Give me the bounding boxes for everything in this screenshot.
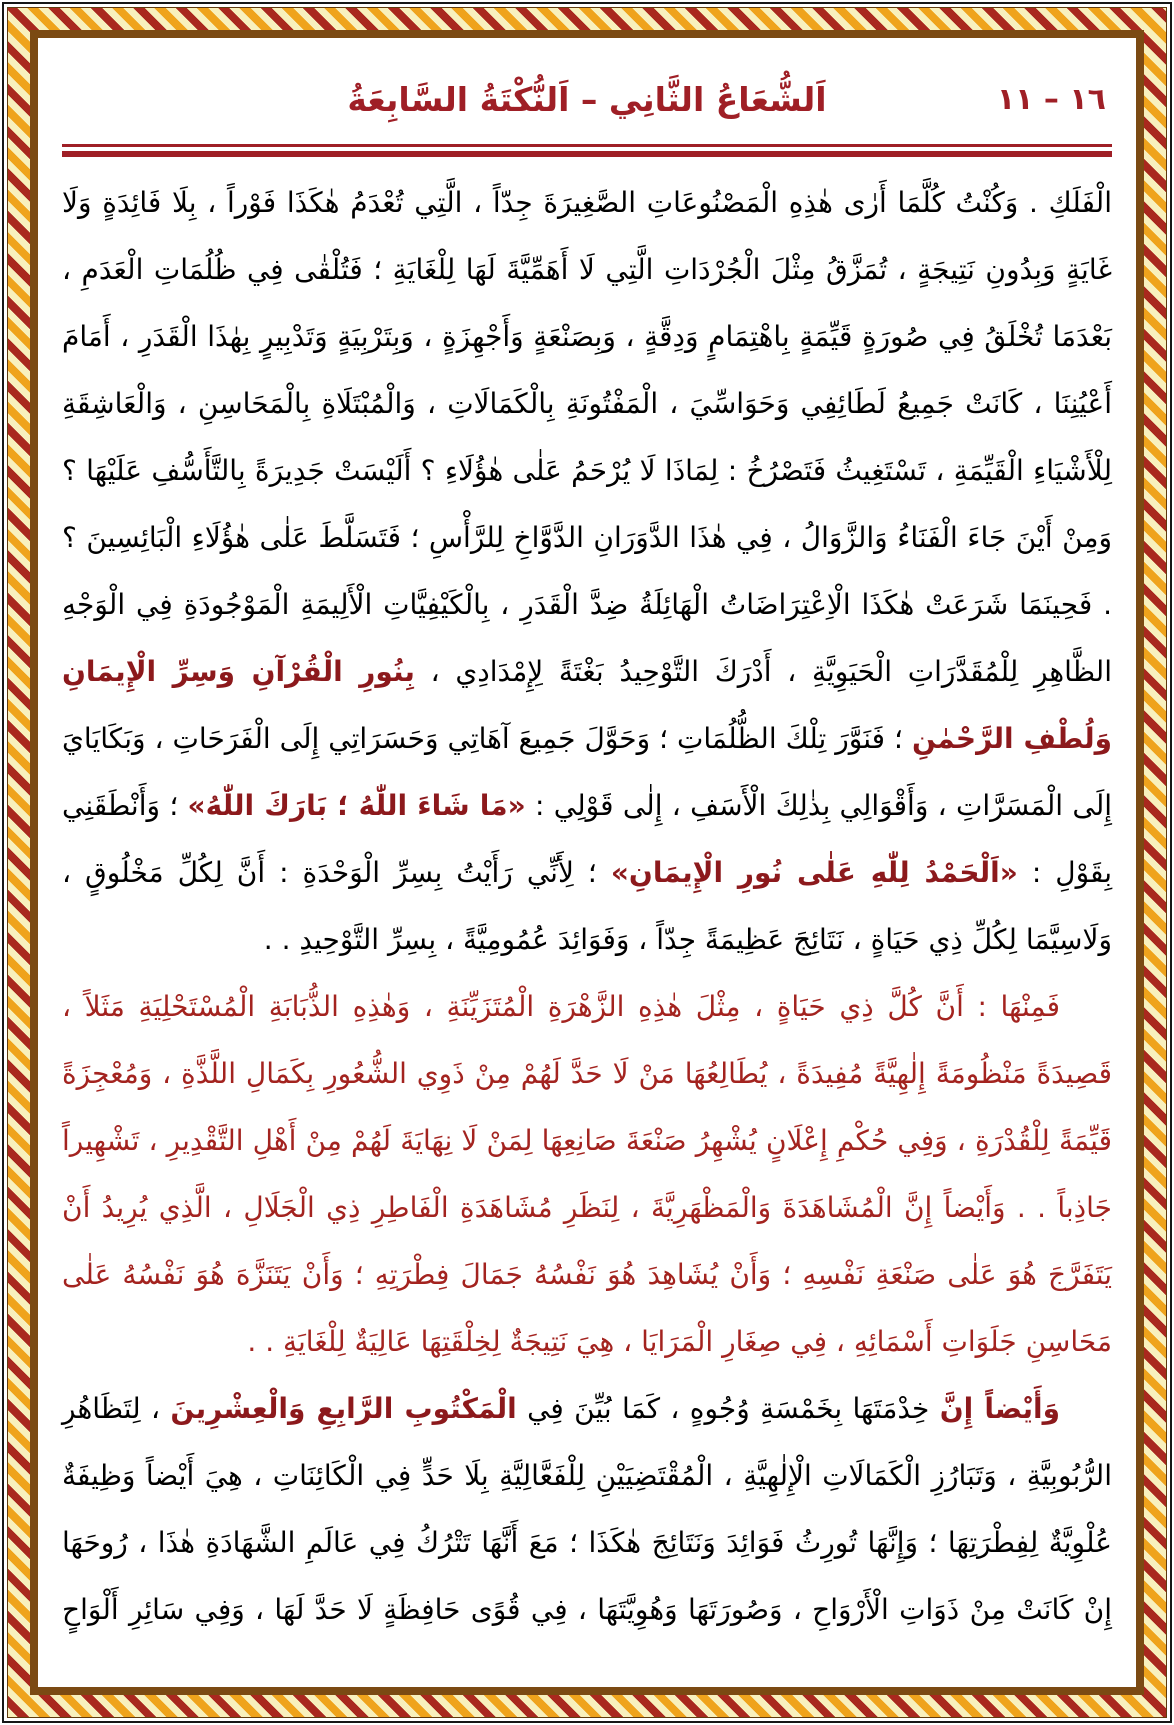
outer-frame: [2, 2, 1172, 1723]
page-header: [62, 70, 1112, 140]
page-title: اَلشُّعَاعُ الثَّانِي – اَلنُّكْتَةُ السَّابِعَةُ: [347, 80, 827, 119]
header-divider: [62, 144, 1112, 157]
highlighted-text-segment: «اَلْحَمْدُ لِلّٰهِ عَلٰى نُورِ الْإِيمَانِ»: [610, 856, 1018, 889]
page-content: [30, 30, 1144, 1695]
ornamental-border: [7, 7, 1167, 1718]
text-segment: ؛ لِأَنِّي رَأَيْتُ بِسِرِّ الْوَحْدَةِ : أَنَّ لِكُلِّ مَخْلُوقٍ ، وَلَاسِيَّمَا لِكُلِّ ذِي حَيَاةٍ ، نَتَائِجَ عَظِيمَةً جِدّاً ، وَفَوَائِدَ عُمُومِيَّةً ، بِسِرِّ التَّوْحِيدِ . .: [62, 856, 1112, 956]
text-segment: خِدْمَتَهَا بِخَمْسَةِ وُجُوهٍ ، كَمَا بُيِّنَ فِي: [516, 1392, 940, 1425]
highlighted-text-segment: وَأَيْضاً إِنَّ: [939, 1392, 1060, 1425]
paragraph: [62, 973, 1112, 1375]
text-segment: الْفَلَكِ . وَكُنْتُ كُلَّمَا أَرٰى هٰذِهِ الْمَصْنُوعَاتِ الصَّغِيرَةَ جِدّاً ، الَّتِي تُعْدَمُ هٰكَذَا فَوْراً ، بِلَا فَائِدَةٍ وَلَا غَايَةٍ وَبِدُونِ نَتِيجَةٍ ، تُمَزَّقُ مِثْلَ الْجُرْدَاتِ الَّتِي لَا أَهَمِّيَّةَ لَهَا لِلْغَايَةِ ؛ فَتُلْقٰى فِي ظُلُمَاتِ الْعَدَمِ ، بَعْدَمَا تُخْلَقُ فِي صُورَةٍ قَيِّمَةٍ بِاهْتِمَامٍ وَدِقَّةٍ ، وَبِصَنْعَةٍ وَأَجْهِزَةٍ ، وَبِتَرْبِيَةٍ وَتَدْبِيرٍ بِهٰذَا الْقَدَرِ ، أَمَامَ أَعْيُنِنَا ، كَانَتْ جَمِيعُ لَطَائِفِي وَحَوَاسِّيَ ، الْمَفْتُونَةِ بِالْكَمَالَاتِ ، وَالْمُبْتَلَاةِ بِالْمَحَاسِنِ ، وَالْعَاشِقَةِ لِلْأَشْيَاءِ الْقَيِّمَةِ ، تَسْتَغِيثُ فَتَصْرُخُ : لِمَاذَا لَا يُرْحَمُ عَلٰى هٰؤُلَاءِ ؟ أَلَيْسَتْ جَدِيرَةً بِالتَّأَسُّفِ عَلَيْهَا ؟ وَمِنْ أَيْنَ جَاءَ الْفَنَاءُ وَالزَّوَالُ ، فِي هٰذَا الدَّوَرَانِ الدَّوَّاخِ لِلرَّأْسِ ؛ فَتَسَلَّطَ عَلٰى هٰؤُلَاءِ الْبَائِسِينَ ؟ . فَحِينَمَا شَرَعَتْ هٰكَذَا الْاِعْتِرَاضَاتُ الْهَائِلَةُ ضِدَّ الْقَدَرِ ، بِالْكَيْفِيَّاتِ الْأَلِيمَةِ الْمَوْجُودَةِ فِي الْوَجْهِ الظَّاهِرِ لِلْمُقَدَّرَاتِ الْحَيَوِيَّةِ ، أَدْرَكَ التَّوْحِيدُ بَغْتَةً لِإِمْدَادِي ،: [62, 186, 1112, 688]
text-segment: ؛ فَنَوَّرَ تِلْكَ الظُّلُمَاتِ ؛ وَحَوَّلَ جَمِيعَ آهَاتِي وَحَسَرَاتِي إِلَى الْفَرَحَاتِ ، وَبَكَايَايَ إِلَى الْمَسَرَّاتِ ، وَأَقْوَالِي بِذٰلِكَ الْأَسَفِ ، إِلٰى قَوْلِي :: [62, 722, 1113, 822]
paragraph: [62, 169, 1112, 973]
highlighted-text-segment: الْمَكْتُوبِ الرَّابِعِ وَالْعِشْرِينَ: [170, 1392, 517, 1425]
text-segment: ؛ وَأَنْطَقَنِي بِقَوْلِ :: [62, 789, 1113, 889]
text-segment: ، لِتَظَاهُرِ الرُّبُوبِيَّةِ ، وَتَبَارُزِ الْكَمَالَاتِ الْإِلٰهِيَّةِ ، الْمُقْتَضِيَيْنِ لِلْفَعَّالِيَّةِ بِلَا حَدٍّ فِي الْكَائِنَاتِ ، هِيَ أَيْضاً وَظِيفَةٌ عُلْوِيَّةٌ لِفِطْرَتِهَا ؛ وَإِنَّهَا تُورِثُ فَوَائِدَ وَنَتَائِجَ هٰكَذَا ؛ مَعَ أَنَّهَا تَتْرُكُ فِي عَالَمِ الشَّهَادَةِ هٰذَا ، رُوحَهَا إِنْ كَانَتْ مِنْ ذَوَاتِ الْأَرْوَاحِ ، وَصُورَتَهَا وَهُوِيَّتَهَا ، فِي قُوًى حَافِظَةٍ لَا حَدَّ لَهَا ، وَفِي سَائِرِ أَلْوَاحٍ: [62, 1392, 1112, 1626]
highlighted-text-segment: «مَا شَاءَ اللّٰهُ ؛ بَارَكَ اللّٰهُ»: [187, 789, 526, 822]
paragraph: [62, 1375, 1112, 1643]
highlighted-text-segment: فَمِنْهَا : أَنَّ كُلَّ ذِي حَيَاةٍ ، مِثْلَ هٰذِهِ الزَّهْرَةِ الْمُتَزَيِّنَةِ ، وَهٰذِهِ الذُّبَابَةِ الْمُسْتَحْلِيَةِ مَثَلاً ، قَصِيدَةً مَنْظُومَةً إِلٰهِيَّةً مُفِيدَةً ، يُطَالِعُهَا مَنْ لَا حَدَّ لَهُمْ مِنْ ذَوِي الشُّعُورِ بِكَمَالِ اللَّذَّةِ ، وَمُعْجِزَةً قَيِّمَةً لِلْقُدْرَةِ ، وَفِي حُكْمِ إِعْلَانٍ يُشْهِرُ صَنْعَةَ صَانِعِهَا لِمَنْ لَا نِهَايَةَ لَهُمْ مِنْ أَهْلِ التَّقْدِيرِ ، تَشْهِيراً جَاذِباً . . وَأَيْضاً إِنَّ الْمُشَاهَدَةَ وَالْمَظْهَرِيَّةَ ، لِنَظَرِ مُشَاهَدَةِ الْفَاطِرِ ذِي الْجَلَالِ ، الَّذِي يُرِيدُ أَنْ يَتَفَرَّجَ هُوَ عَلٰى صَنْعَةِ نَفْسِهِ ؛ وَأَنْ يُشَاهِدَ هُوَ نَفْسُهُ جَمَالَ فِطْرَتِهِ ؛ وَأَنْ يَتَنَزَّهَ هُوَ نَفْسُهُ عَلٰى مَحَاسِنِ جَلَوَاتِ أَسْمَائِهِ ، فِي صِغَارِ الْمَرَايَا ، هِيَ نَتِيجَةٌ لِخِلْقَتِهَا عَالِيَةٌ لِلْغَايَةِ . .: [62, 990, 1112, 1358]
page-number: ١٦ – ١١: [996, 82, 1106, 117]
highlighted-text-segment: بِنُورِ الْقُرْآنِ وَسِرِّ الْإِيمَانِ وَلُطْفِ الرَّحْمٰنِ: [62, 655, 1112, 755]
body-text: [62, 169, 1112, 1643]
